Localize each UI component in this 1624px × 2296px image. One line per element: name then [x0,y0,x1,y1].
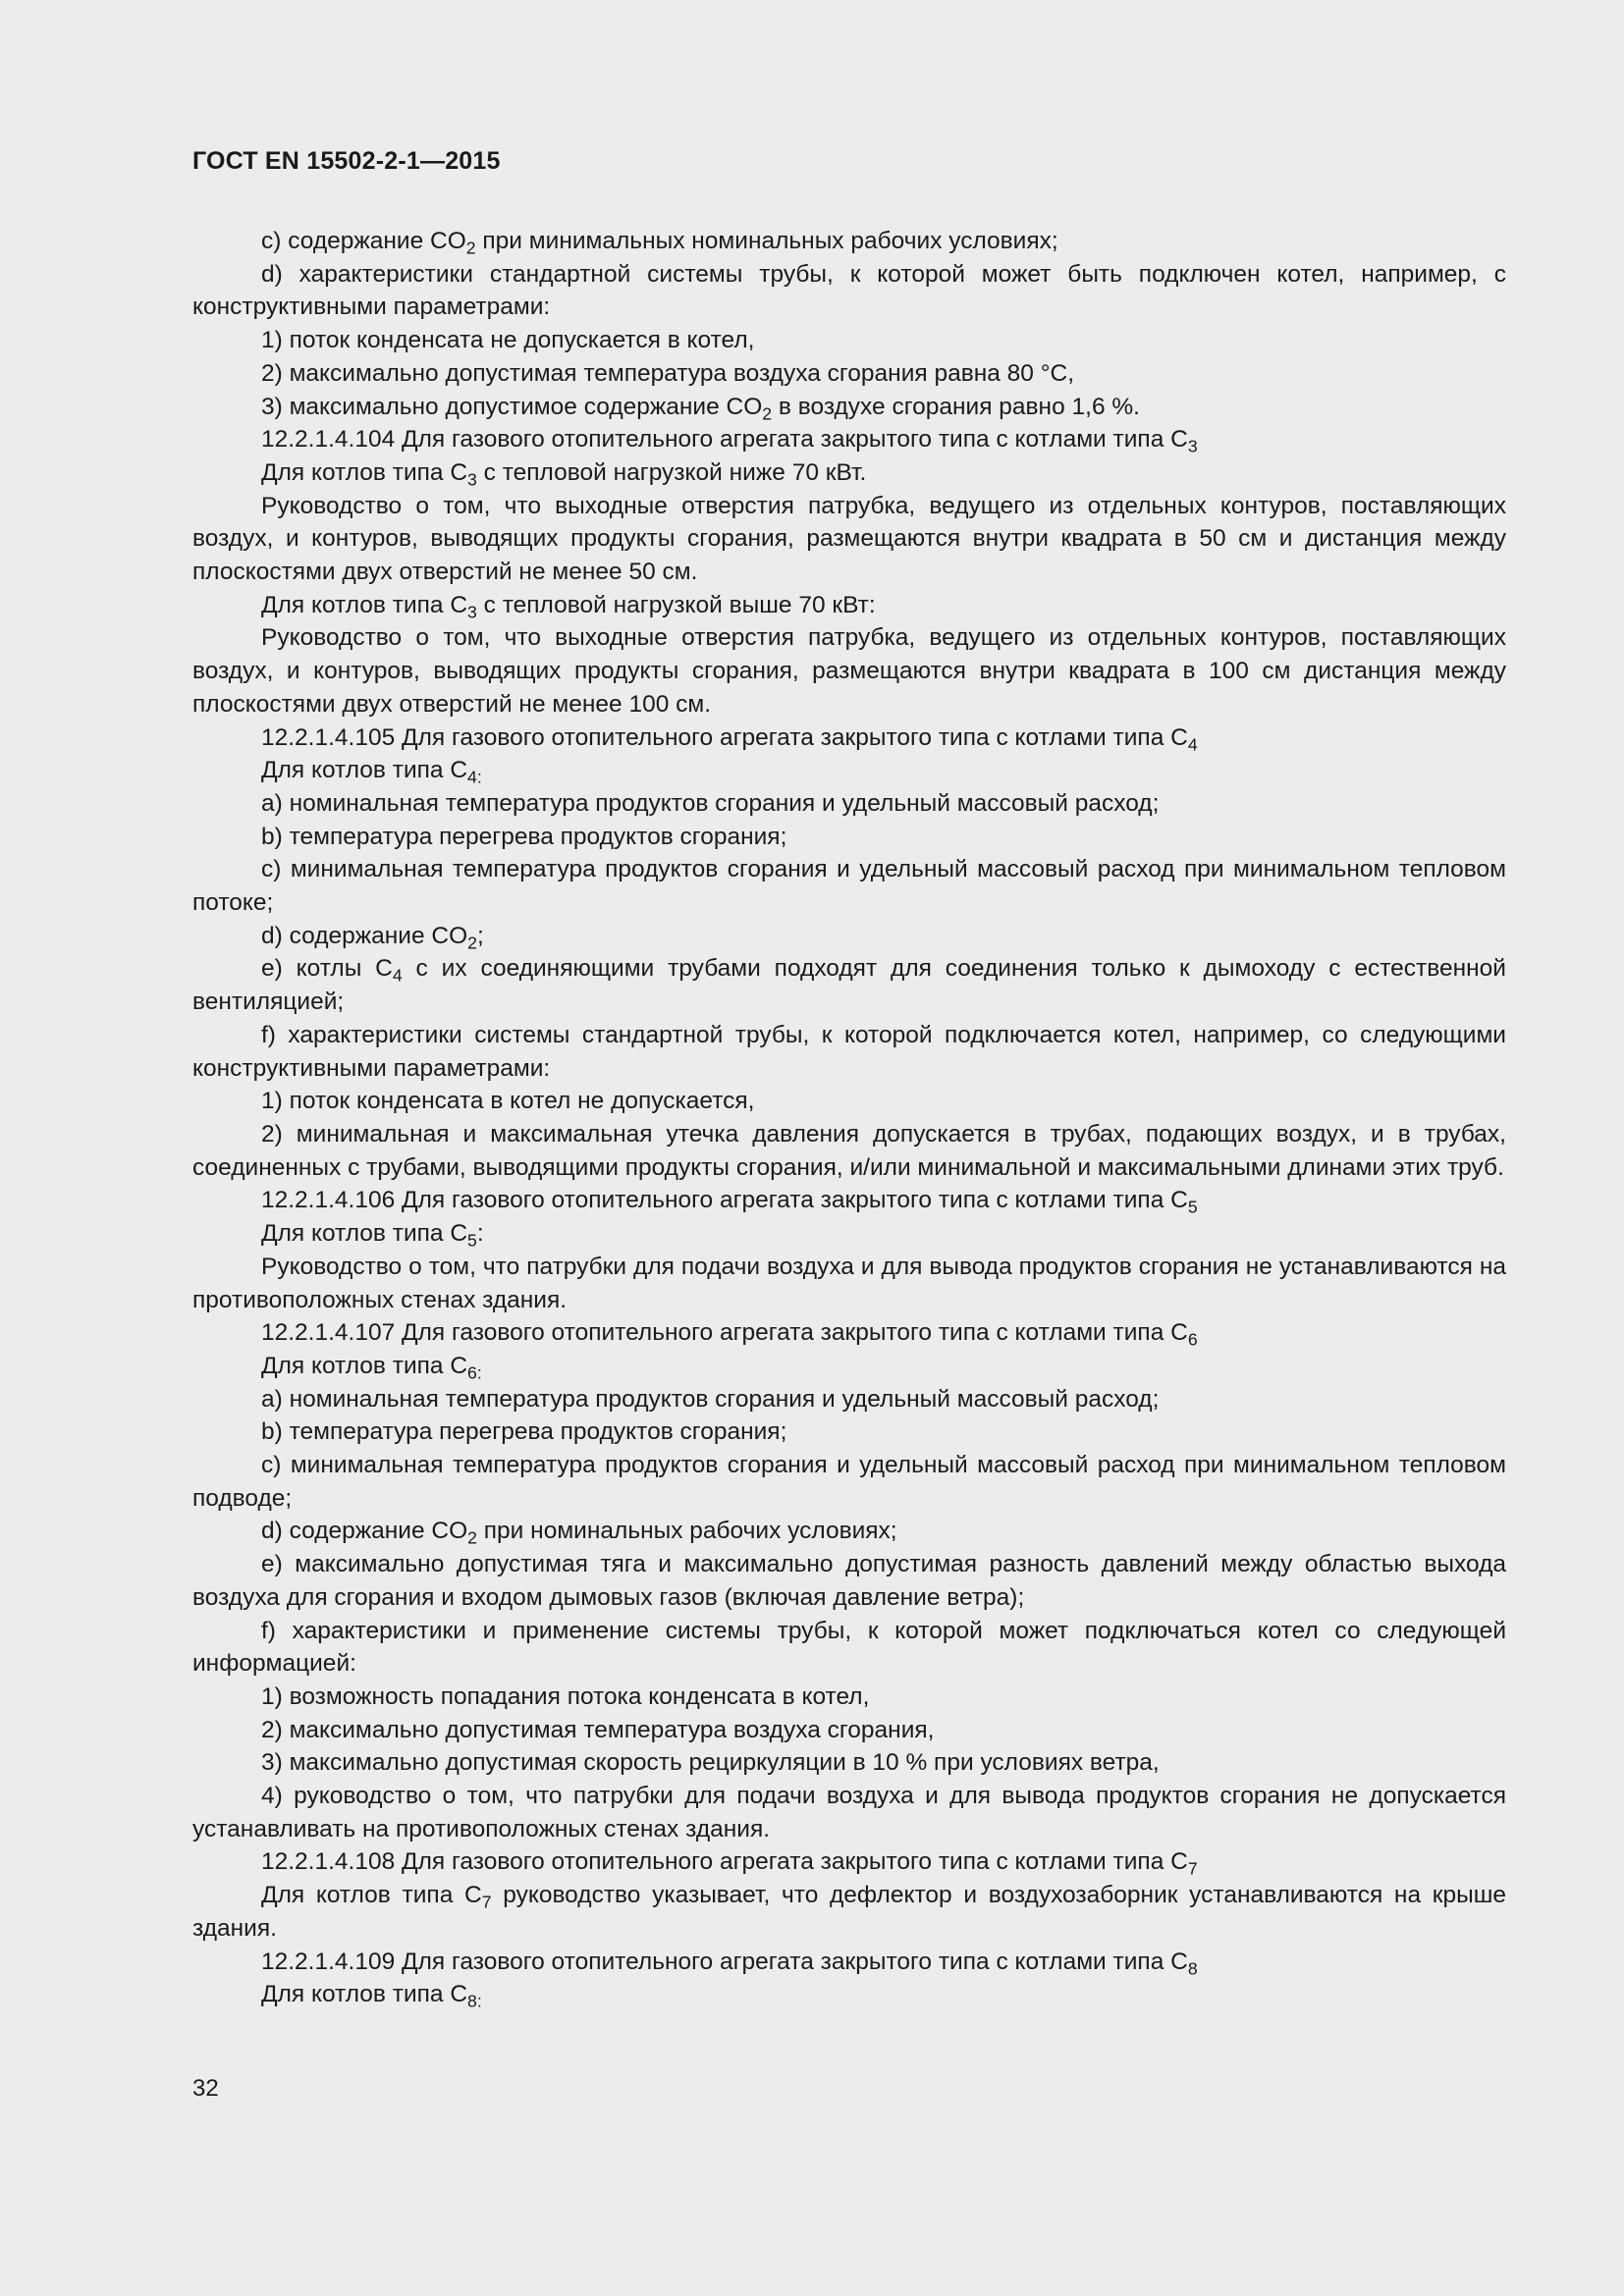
paragraph: f) характеристики и применение системы трубы, к которой может подключаться котел со следующей информацией: [192,1617,1506,1678]
subscript: 7 [1187,1859,1198,1880]
subscript: 3 [467,469,477,490]
paragraph: 3) максимально допустимая скорость рециркуляции в 10 % при условиях ветра, [261,1749,1160,1777]
paragraph: Для котлов типа $C_7$ руководство указывает, что дефлектор и воздухозаборник устанавливаются на крыше здания. [192,1882,1506,1942]
paragraph: a) номинальная температура продуктов сгорания и удельный массовый расход; [261,789,1160,817]
subscript: 3 [467,602,477,622]
paragraph: e) максимально допустимая тяга и максимально допустимая разность давлений между областью выхода воздуха для сгорания и входом дымовых газов (включая давление ветра); [192,1551,1506,1611]
paragraph: f) характеристики системы стандартной трубы, к которой подключается котел, например, со следующими конструктивными параметрами: [192,1021,1506,1082]
paragraph: d) характеристики стандартной системы трубы, к которой может быть подключен котел, например, с конструктивными параметрами: [192,260,1506,321]
paragraph: Для котлов типа $C_{8:}$ [261,1981,482,2011]
paragraph: 1) поток конденсата в котел не допускается, [261,1088,755,1115]
paragraph: d) содержание $CO_2$ при номинальных рабочих условиях; [261,1518,897,1549]
paragraph: Для котлов типа $C_{6:}$ [261,1352,482,1383]
paragraph: 3) максимально допустимое содержание $CO_2$ в воздухе сгорания равно 1,6 %. [261,393,1140,424]
paragraph: 2) максимально допустимая температура воздуха сгорания, [261,1716,935,1743]
subscript: 6: [467,1362,482,1383]
subscript: 4: [467,767,482,787]
subscript: 2 [465,238,476,258]
subscript: 5 [1187,1198,1198,1218]
subscript: 7 [481,1892,492,1912]
subscript: 5 [467,1230,477,1251]
paragraph: 1) возможность попадания потока конденсата в котел, [261,1682,870,1710]
paragraph: 2) минимальная и максимальная утечка давления допускается в трубах, подающих воздух, и в трубах, соединенных с трубами, выводящими продукты сгорания, и/или минимальной и максимальными длинами этих труб. [192,1120,1506,1181]
subscript: 3 [1187,436,1198,456]
subscript: 4 [392,966,403,987]
paragraph: c) содержание $CO_2$ при минимальных номинальных рабочих условиях; [261,228,1058,258]
paragraph: 12.2.1.4.108 Для газового отопительного агрегата закрытого типа с котлами типа $C_7$ [261,1848,1198,1880]
paragraph: 12.2.1.4.109 Для газового отопительного агрегата закрытого типа с котлами типа $C_8$ [261,1948,1198,1979]
paragraph: 1) поток конденсата не допускается в котел, [261,327,755,354]
paragraph: Для котлов типа $C_5$: [261,1220,484,1251]
subscript: 2 [467,933,477,953]
paragraph: 12.2.1.4.105 Для газового отопительного агрегата закрытого типа с котлами типа $C_4$ [261,723,1198,755]
paragraph: Для котлов типа $C_{4:}$ [261,757,482,787]
paragraph: 4) руководство о том, что патрубки для подачи воздуха и для вывода продуктов сгорания не допускается устанавливать на противоположных стенах здания. [192,1783,1506,1842]
paragraph: Руководство о том, что выходные отверстия патрубка, ведущего из отдельных контуров, поставляющих воздух, и контуров, выводящих продукты сгорания, размещаются внутри квадрата в 100 см дистанция между плоскостями двух отверстий не менее 100 см. [192,624,1506,718]
document-header: ГОСТ EN 15502-2-1—2015 [192,147,501,175]
paragraph: 12.2.1.4.104 Для газового отопительного агрегата закрытого типа с котлами типа $C_3$ [261,426,1198,456]
paragraph: e) котлы $C_4$ с их соединяющими трубами подходят для соединения только к дымоходу с естественной вентиляцией; [192,955,1506,1016]
paragraph: d) содержание $CO_2$; [261,922,484,953]
subscript: 6 [1187,1329,1198,1350]
paragraph: 2) максимально допустимая температура воздуха сгорания равна 80 °С, [261,359,1075,387]
paragraph: Для котлов типа $C_3$ с тепловой нагрузкой выше 70 кВт: [261,591,876,622]
paragraph: 12.2.1.4.106 Для газового отопительного агрегата закрытого типа с котлами типа $C_5$ [261,1187,1198,1218]
paragraph: Руководство о том, что патрубки для подачи воздуха и для вывода продуктов сгорания не устанавливаются на противоположных стенах здания. [192,1253,1506,1313]
subscript: 4 [1187,734,1198,755]
paragraph: b) температура перегрева продуктов сгорания; [261,1418,787,1446]
paragraph: Для котлов типа $C_3$ с тепловой нагрузкой ниже 70 кВт. [261,458,867,490]
subscript: 2 [762,403,773,424]
subscript: 8: [467,1991,482,2011]
paragraph: c) минимальная температура продуктов сгорания и удельный массовый расход при минимальном тепловом потоке; [192,856,1506,917]
paragraph: Руководство о том, что выходные отверстия патрубка, ведущего из отдельных контуров, поставляющих воздух, и контуров, выводящих продукты сгорания, размещаются внутри квадрата в 50 см и дистанция между плоскостями двух отверстий не менее 50 см. [192,492,1506,586]
paragraph: c) минимальная температура продуктов сгорания и удельный массовый расход при минимальном тепловом подводе; [192,1452,1506,1512]
page-number: 32 [192,2075,219,2102]
subscript: 8 [1187,1958,1198,1979]
paragraph: a) номинальная температура продуктов сгорания и удельный массовый расход; [261,1385,1160,1413]
document-body [192,225,1506,2011]
paragraph: 12.2.1.4.107 Для газового отопительного агрегата закрытого типа с котлами типа $C_6$ [261,1319,1198,1350]
subscript: 2 [467,1528,477,1549]
paragraph: b) температура перегрева продуктов сгорания; [261,823,787,850]
